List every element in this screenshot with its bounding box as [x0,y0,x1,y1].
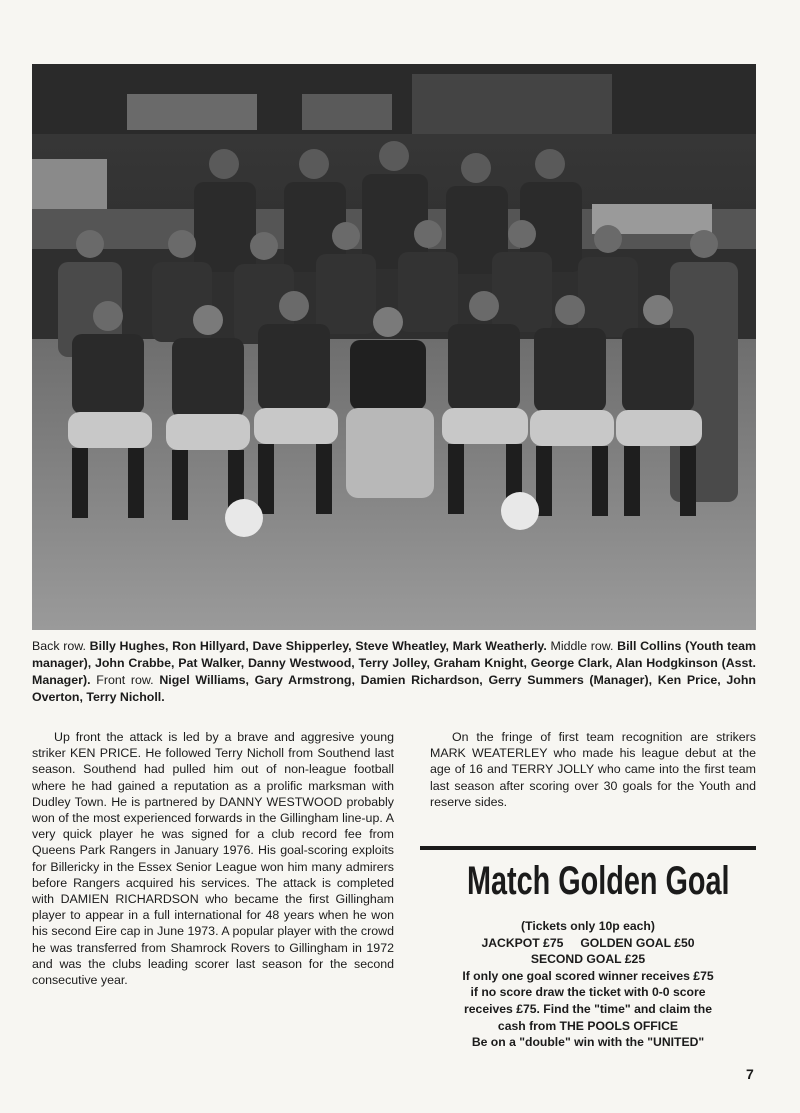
golden-goal-rule-1: If only one goal scored winner receives £75 [462,968,714,983]
caption-front-names: Nigel Williams, Gary Armstrong, Damien Richardson, Gerry Summers (Manager), Ken Price, John Overton, Terry Nicholl. [32,673,756,704]
article-right-paragraph: On the fringe of first team recognition are strikers MARK WEATERLEY who made his league debut at the age of 16 and TERRY JOLLY who came into the first team last season after scoring over 30 goals for the Youth and reserve sides. [430,730,756,809]
caption-middle-names: Bill Collins (Youth team manager), John Crabbe, Pat Walker, Danny Westwood, Terry Jolley, Graham Knight, George Clark, Alan Hodgkinson (Asst. Manager). [32,639,757,687]
golden-goal-details [420,918,756,1051]
golden-goal-divider [420,846,756,850]
caption-back-label: Back row. [32,639,86,653]
page-number: 7 [746,1066,754,1082]
golden-goal-prizes-1: JACKPOT £75 GOLDEN GOAL £50 [481,935,695,950]
golden-goal-tickets: (Tickets only 10p each) [521,919,655,933]
team-photo [32,64,756,630]
team-photo-image [32,64,756,630]
golden-goal-prizes-2: SECOND GOAL £25 [530,952,646,967]
golden-goal-rule-2: if no score draw the ticket with 0-0 score [470,985,706,1000]
golden-goal-rule-5: Be on a "double" win with the "UNITED" [471,1035,705,1050]
caption-back-names: Billy Hughes, Ron Hillyard, Dave Shipperley, Steve Wheatley, Mark Weatherly. [89,639,547,653]
article-right-column [430,729,756,810]
golden-goal-rule-3: receives £75. Find the "time" and claim the [464,1001,712,1016]
caption-middle-label: Middle row. [550,639,614,653]
photo-caption [32,638,756,706]
golden-goal-title: Match Golden Goal [467,859,730,903]
golden-goal-rule-4: cash from THE POOLS OFFICE [497,1018,679,1033]
article-left-paragraph: Up front the attack is led by a brave and aggresive young striker KEN PRICE. He followed Terry Nicholl from Southend last season. Southend had pulled him out of non-league football where he had gained a reputation as a prolific marksman with Dudley Town. He is partnered by DANNY WESTWOOD probably won of the most experienced forwards in the Gillingham line-up. A very quick player he was signed for a club record fee from Queens Park Rangers in January 1976. His goal-scoring exploits for Billericky in the Essex Senior League won him many admirers before Rangers acquired his services. The attack is completed with DAMIEN RICHARDSON who became the first Gillingham player to appear in a full international for 48 years when he won his second Eire cap in June 1973. A popular player with the crowd he was transferred from Shamrock Rovers to Gillingham in 1972 and was the clubs leading scorer last season for the second consecutive year. [32,730,394,988]
article-left-column [32,729,394,988]
caption-front-label: Front row. [96,673,154,687]
